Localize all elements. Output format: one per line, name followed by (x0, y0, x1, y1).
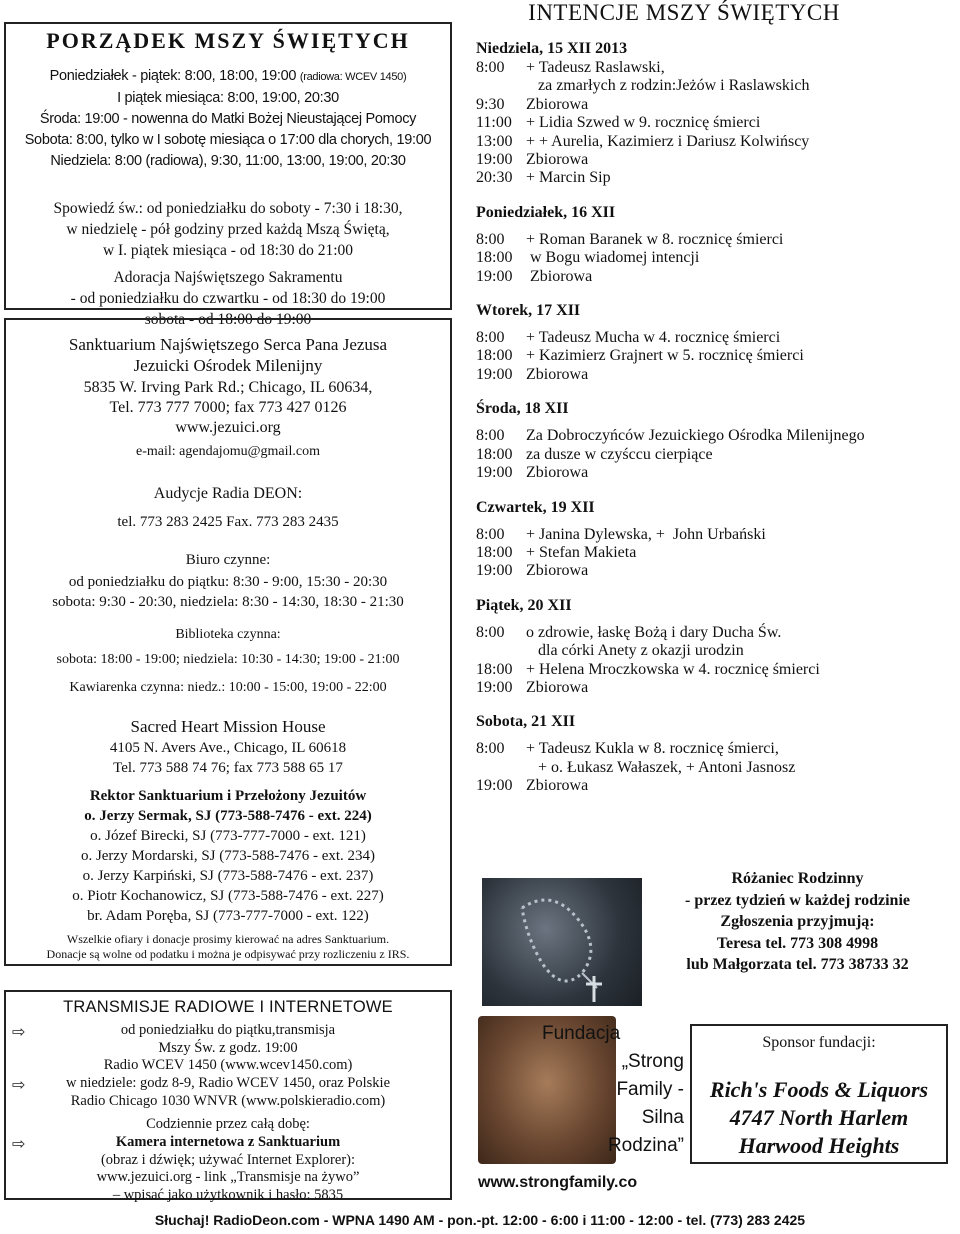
broadcast-line: Kamera internetowa z Sanktuarium (115, 1134, 341, 1150)
foundation-website-link[interactable]: www.strongfamily.co (478, 1174, 638, 1191)
rosary-line: Różaniec Rodzinny (731, 870, 864, 887)
library-title: Biblioteka czynna: (175, 627, 281, 642)
broadcast-line: od poniedziałku do piątku,transmisja (120, 1022, 336, 1038)
day-spacer (476, 188, 960, 202)
donation-note-line: Donacje są wolne od podatku i można je odpisywać przy rozliczeniu z IRS. (46, 947, 410, 961)
priest-item: o. Józef Birecki, SJ (773-777-7000 - ext. 121) (90, 828, 366, 844)
rector-title: Rektor Sanktuarium i Przełożony Jezuitów (89, 788, 367, 804)
foundation-line: Silna (641, 1107, 684, 1128)
intention-day-heading: Środa, 18 XII (476, 400, 569, 418)
priest-item: o. Jerzy Karpiński, SJ (773-588-7476 - ext. 237) (82, 868, 374, 884)
intention-day-heading: Czwartek, 19 XII (476, 498, 595, 516)
family-rosary-info (650, 868, 945, 976)
sponsor-name-line: Harwood Heights (738, 1133, 900, 1158)
intention-row (476, 329, 960, 347)
intention-time: 9:30 (476, 95, 505, 113)
intention-text: + Lidia Szwed w 9. rocznicę śmierci (526, 114, 761, 132)
sanctuary-website-link[interactable]: www.jezuici.org (175, 419, 281, 436)
foundation-line: Rodzina” (607, 1135, 684, 1156)
intention-time: 20:30 (476, 169, 513, 187)
intention-row (476, 642, 960, 660)
rosary-icon (482, 878, 642, 1006)
day-spacer (476, 223, 960, 231)
intention-text: + o. Łukasz Wałaszek, + Antoni Jasnosz (526, 758, 796, 776)
intention-row (476, 77, 960, 95)
intention-row (476, 740, 960, 758)
intention-time: 8:00 (476, 740, 505, 758)
sanctuary-name-line: Sanktuarium Najświętszego Serca Pana Jezusa (68, 335, 388, 354)
adoration-line: - od poniedziałku do czwartku - od 18:30 do 19:00 (70, 290, 386, 307)
confession-info (6, 198, 450, 261)
intention-time: 18:00 (476, 249, 513, 267)
mass-schedule-title: PORZĄDEK MSZY ŚWIĘTYCH (46, 28, 410, 53)
weekday-note: (radiowa: WCEV 1450) (299, 71, 407, 83)
intention-time: 18:00 (476, 445, 513, 463)
intention-time: 19:00 (476, 365, 513, 383)
intention-text: dla córki Anety z okazji urodzin (526, 642, 744, 660)
intention-day-heading: Piątek, 20 XII (476, 596, 572, 614)
mission-house-address: 4105 N. Avers Ave., Chicago, IL 60618 (109, 740, 347, 756)
sanctuary-info-box (4, 318, 452, 966)
intention-text: + Roman Baranek w 8. rocznicę śmierci (526, 230, 784, 248)
office-hours (6, 572, 450, 612)
intention-time: 18:00 (476, 660, 513, 678)
intention-row (476, 777, 960, 795)
intention-text: + Tadeusz Mucha w 4. rocznicę śmierci (526, 329, 781, 347)
mass-schedule-box (4, 22, 452, 328)
intention-row (476, 114, 960, 132)
office-hours-title: Biuro czynne: (185, 552, 271, 568)
saturday-masses: Sobota: 8:00, tylko w I sobotę miesiąca o 17:00 dla chorych, 19:00 (24, 132, 432, 148)
intention-row (476, 661, 960, 679)
intention-text: w Bogu wiadomej intencji (526, 249, 700, 267)
broadcast-box (4, 990, 452, 1203)
intention-text: + Tadeusz Kukla w 8. rocznicę śmierci, (526, 740, 779, 758)
rosary-line: lub Małgorzata tel. 773 38733 32 (686, 956, 909, 973)
intention-day-heading: Poniedziałek, 16 XII (476, 203, 616, 221)
intention-row (476, 759, 960, 777)
intention-time: 8:00 (476, 230, 505, 248)
priest-item: o. Jerzy Sermak, SJ (773-588-7476 - ext. 224) (84, 808, 372, 824)
intention-row (476, 151, 960, 169)
cafe-hours: Kawiarenka czynna: niedz.: 10:00 - 15:00, 19:00 - 22:00 (69, 680, 387, 695)
office-hours-line: od poniedziałku do piątku: 8:30 - 9:00, 15:30 - 20:30 (68, 574, 388, 590)
intention-row (476, 96, 960, 114)
intention-text: + Marcin Sip (526, 169, 611, 187)
intention-row (476, 59, 960, 77)
sanctuary-phone: Tel. 773 777 7000; fax 773 427 0126 (109, 399, 347, 416)
intention-row (476, 562, 960, 580)
sanctuary-name-line: Jezuicki Ośrodek Milenijny (133, 356, 323, 375)
priest-item: o. Piotr Kochanowicz, SJ (773-588-7476 - ext. 227) (72, 888, 384, 904)
mission-house-title: Sacred Heart Mission House (130, 717, 326, 736)
arrow-right-icon: ⇨ (12, 1134, 26, 1153)
intention-time: 8:00 (476, 525, 505, 543)
sanctuary-contact (6, 378, 450, 438)
intention-time: 8:00 (476, 59, 505, 76)
intention-row (476, 427, 960, 445)
intention-row (476, 249, 960, 267)
intention-text: Zbiorowa (526, 678, 589, 696)
intention-time: 13:00 (476, 132, 513, 150)
intention-time: 18:00 (476, 543, 513, 561)
broadcast-line: Mszy Św. z godz. 19:00 (158, 1039, 298, 1056)
intentions-title: INTENCJE MSZY ŚWIĘTYCH (528, 0, 840, 25)
sponsor-name-line: 4747 North Harlem (729, 1105, 909, 1130)
intention-row (476, 231, 960, 249)
priest-item: br. Adam Poręba, SJ (773-777-7000 - ext. 122) (87, 908, 369, 924)
sanctuary-name (6, 334, 450, 376)
mass-times (6, 66, 450, 172)
intention-time: 8:00 (476, 623, 505, 641)
intention-text: + Janina Dylewska, + John Urbański (526, 525, 766, 543)
rosary-line: Teresa tel. 773 308 4998 (716, 934, 879, 952)
broadcast-webcam (6, 1134, 450, 1204)
intention-row (476, 347, 960, 365)
intention-time: 19:00 (476, 678, 513, 696)
intention-row (476, 624, 960, 642)
intentions-list (476, 38, 960, 796)
sponsor-label: Sponsor fundacji: (762, 1034, 876, 1051)
foundation-line: Family - (616, 1079, 684, 1100)
mission-house-phone: Tel. 773 588 74 76; fax 773 588 65 17 (113, 760, 343, 776)
sponsor-box (690, 1024, 948, 1164)
foundation-name (534, 1020, 684, 1160)
intention-text: za zmarłych z rodzin:Jeżów i Raslawskich (526, 77, 810, 95)
day-spacer (476, 697, 960, 711)
day-spacer (476, 483, 960, 497)
intention-time: 11:00 (476, 114, 512, 132)
intention-row (476, 133, 960, 151)
radio-footer: Słuchaj! RadioDeon.com - WPNA 1490 AM - pon.-pt. 12:00 - 6:00 i 11:00 - 12:00 - tel. (773) 283 2425 (154, 1212, 806, 1228)
intention-text: + Tadeusz Raslawski, (526, 59, 665, 76)
wednesday-masses: Środa: 19:00 - nowenna do Matki Bożej Nieustającej Pomocy (39, 111, 417, 127)
donation-note (6, 932, 450, 962)
intention-time: 19:00 (476, 464, 513, 482)
intention-text: Zbiorowa (526, 777, 589, 795)
confession-line: w niedzielę - pół godziny przed każdą Mszą Świętą, (66, 221, 390, 238)
sponsor-name (692, 1076, 946, 1160)
intention-time: 19:00 (476, 267, 513, 285)
broadcast-link[interactable]: www.jezuici.org - link „Transmisje na żywo” (96, 1169, 360, 1185)
rosary-line: - przez tydzień w każdej rodzinie (685, 891, 910, 909)
broadcast-line: w niedziele: godz 8-9, Radio WCEV 1450, oraz Polskie (65, 1075, 391, 1091)
intention-day-heading: Wtorek, 17 XII (476, 302, 581, 320)
sunday-masses: Niedziela: 8:00 (radiowa), 9:30, 11:00, 13:00, 19:00, 20:30 (50, 153, 406, 169)
intention-day-heading: Niedziela, 15 XII 2013 (476, 40, 628, 57)
sanctuary-address: 5835 W. Irving Park Rd.; Chicago, IL 60634, (83, 379, 373, 396)
intention-time: 19:00 (476, 777, 513, 795)
intention-text: + Stefan Makieta (526, 543, 637, 561)
intention-time: 18:00 (476, 347, 513, 365)
intention-time: 19:00 (476, 151, 513, 169)
intention-time: 8:00 (476, 427, 505, 445)
intention-day-heading: Sobota, 21 XII (476, 713, 576, 731)
library-hours: sobota: 18:00 - 19:00; niedziela: 10:30 - 14:30; 19:00 - 21:00 (56, 652, 400, 667)
confession-line: Spowiedź św.: od poniedziałku do soboty - 7:30 i 18:30, (53, 200, 403, 217)
intention-time: 19:00 (476, 562, 513, 580)
office-hours-line: sobota: 9:30 - 20:30, niedziela: 8:30 - 14:30, 18:30 - 21:30 (52, 594, 404, 610)
intention-row (476, 464, 960, 482)
sanctuary-email-link[interactable]: e-mail: agendajomu@gmail.com (136, 444, 320, 459)
intention-text: Zbiorowa (526, 95, 589, 113)
broadcast-line: – wpisać jako użytkownik i hasło: 5835 (112, 1186, 344, 1203)
rosary-line: Zgłoszenia przyjmują: (720, 913, 875, 930)
foundation-line: Fundacja (542, 1023, 621, 1044)
donation-note-line: Wszelkie ofiary i donacje prosimy kierować na adres Sanktuarium. (66, 932, 390, 946)
intention-text: Zbiorowa (526, 464, 589, 482)
intention-text: Zbiorowa (526, 267, 593, 285)
weekday-masses: Poniedziałek - piątek: 8:00, 18:00, 19:00 (49, 68, 297, 84)
sponsor-name-line: Rich's Foods & Liquors (709, 1077, 929, 1102)
rosary-image (482, 878, 642, 1006)
radio-deon-title: Audycje Radia DEON: (153, 485, 303, 502)
broadcast-weekday (6, 1022, 450, 1075)
intention-row (476, 526, 960, 544)
priest-item: o. Jerzy Mordarski, SJ (773-588-7476 - ext. 234) (80, 848, 376, 864)
mission-house-contact (6, 738, 450, 778)
day-spacer (476, 732, 960, 740)
intention-text: za dusze w czyśccu cierpiące (526, 445, 713, 463)
first-friday-masses: I piątek miesiąca: 8:00, 19:00, 20:30 (117, 90, 339, 106)
day-spacer (476, 581, 960, 595)
adoration-line: sobota - od 18:00 do 19:00 (144, 311, 312, 328)
intention-text: o zdrowie, łaskę Bożą i dary Ducha Św. (526, 623, 782, 641)
day-spacer (476, 286, 960, 300)
intention-text: Zbiorowa (526, 151, 589, 169)
intention-row (476, 366, 960, 384)
intention-text: Zbiorowa (526, 562, 589, 580)
priest-list (6, 806, 450, 926)
intention-text: + Helena Mroczkowska w 4. rocznicę śmierci (526, 660, 820, 678)
intention-row (476, 268, 960, 286)
broadcast-link[interactable]: Radio WCEV 1450 (www.wcev1450.com) (103, 1057, 353, 1073)
arrow-right-icon: ⇨ (12, 1075, 26, 1094)
broadcast-link[interactable]: Radio Chicago 1030 WNVR (www.polskieradio.com) (70, 1092, 386, 1109)
broadcast-title: TRANSMISJE RADIOWE I INTERNETOWE (63, 998, 393, 1016)
broadcast-line: (obraz i dźwięk; używać Internet Explorer): (100, 1151, 356, 1168)
foundation-line: „Strong (621, 1051, 684, 1072)
intention-text: Zbiorowa (526, 365, 589, 383)
broadcast-sunday (6, 1075, 450, 1110)
day-spacer (476, 384, 960, 398)
intention-time: 8:00 (476, 329, 505, 347)
day-spacer (476, 518, 960, 526)
intention-row (476, 169, 960, 187)
day-spacer (476, 616, 960, 624)
arrow-right-icon: ⇨ (12, 1022, 26, 1041)
adoration-line: Adoracja Najświętszego Sakramentu (113, 269, 343, 286)
radio-deon-phone: tel. 773 283 2425 Fax. 773 283 2435 (117, 514, 339, 530)
day-spacer (476, 321, 960, 329)
confession-line: w I. piątek miesiąca - od 18:30 do 21:00 (102, 242, 354, 259)
intention-row (476, 446, 960, 464)
intention-text: Za Dobroczyńców Jezuickiego Ośrodka Milenijnego (526, 427, 865, 445)
broadcast-daily-title: Codziennie przez całą dobę: (146, 1116, 310, 1132)
intention-row (476, 544, 960, 562)
intention-text: + + Aurelia, Kazimierz i Dariusz Kolwińscy (526, 132, 810, 150)
intention-text: + Kazimierz Grajnert w 5. rocznicę śmierci (526, 347, 804, 365)
intention-row (476, 679, 960, 697)
day-spacer (476, 419, 960, 427)
